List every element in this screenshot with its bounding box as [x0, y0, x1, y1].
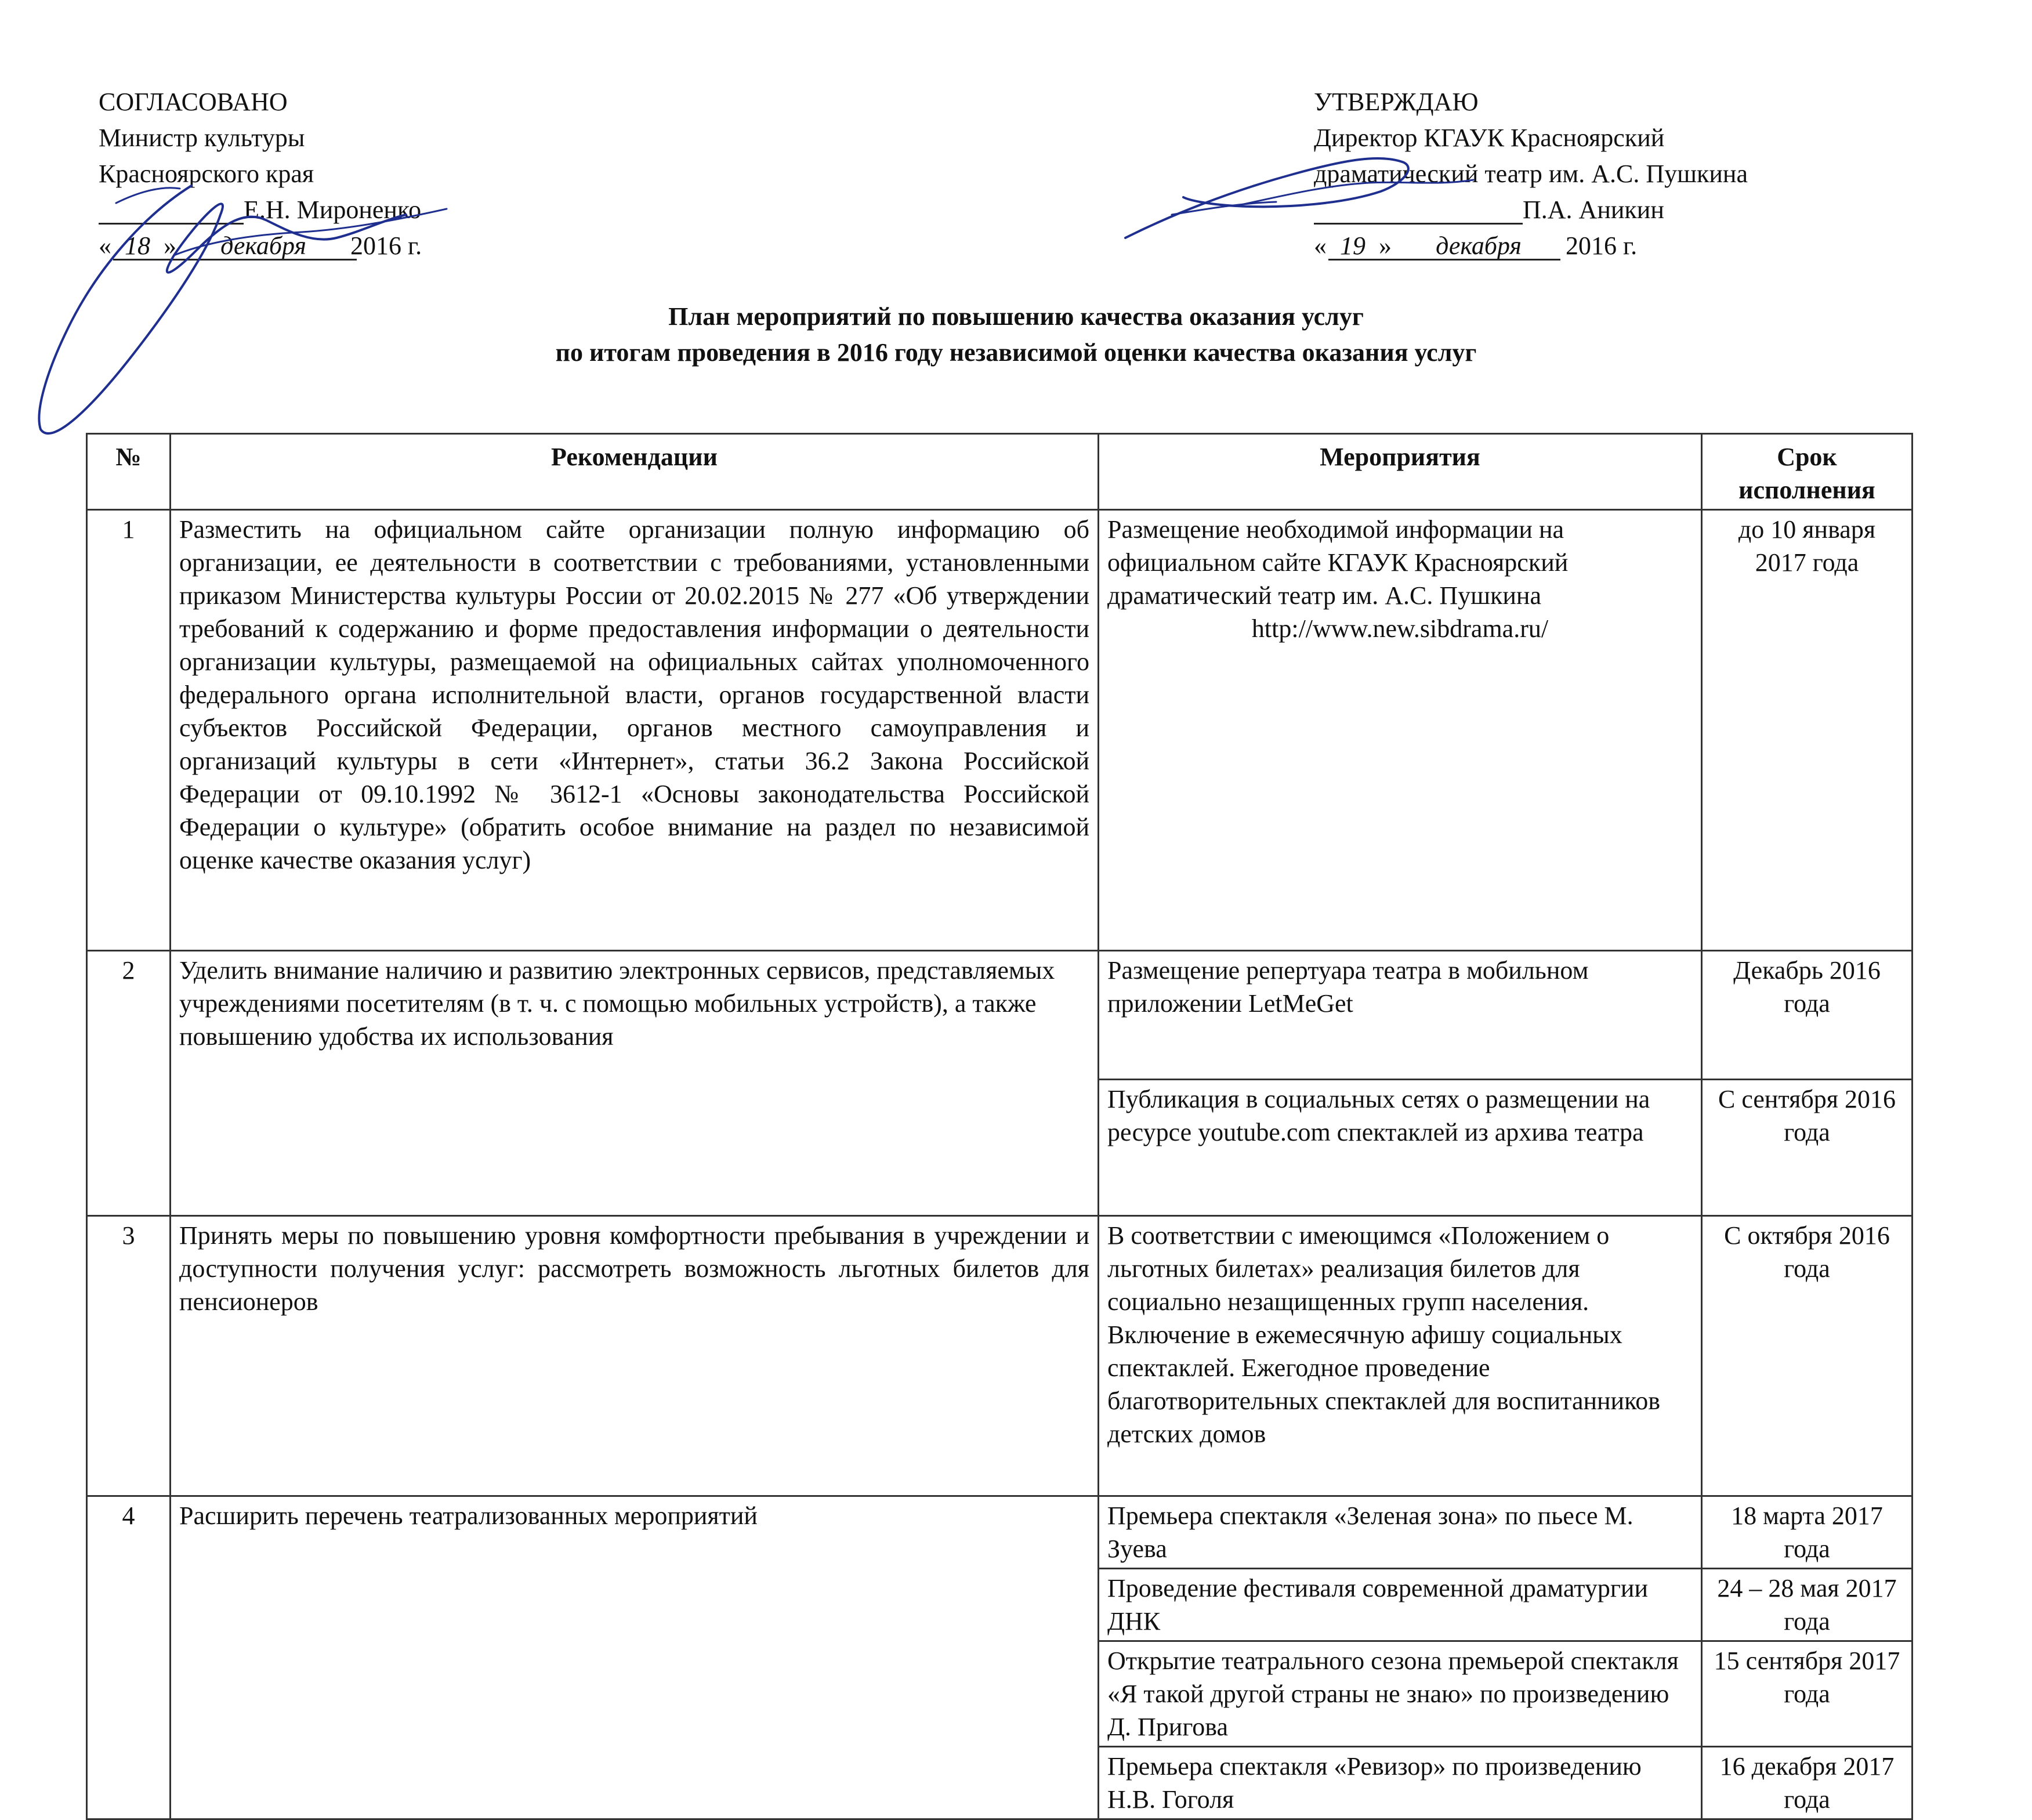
row-measure-link: http://www.new.sibdrama.ru/: [1251, 614, 1549, 643]
row-deadline: до 10 января 2017 года: [1702, 510, 1913, 951]
row-recommendation: Принять меры по повышению уровня комфортности пребывания в учреждении и доступности получения услуг: рассмотреть возможность льготных билетов для пенсионеров: [171, 1216, 1099, 1496]
approval-right-date-day: 19: [1340, 231, 1365, 260]
row-measure: Премьера спектакля «Ревизор» по произведению Н.В. Гоголя: [1099, 1747, 1702, 1819]
table-header-row: [87, 434, 1913, 510]
approval-right-position-2: драматический театр им. А.С. Пушкина: [1314, 160, 1748, 188]
approval-left-position-2: Красноярского края: [99, 160, 314, 188]
approval-left-date-line: [113, 259, 357, 260]
row-recommendation: Расширить перечень театрализованных мероприятий: [171, 1496, 1099, 1819]
row-measure: Премьера спектакля «Зеленая зона» по пьесе М. Зуева: [1099, 1496, 1702, 1569]
document-title-line2: по итогам проведения в 2016 году независимой оценки качества оказания услуг: [555, 338, 1477, 367]
row-measure: Открытие театрального сезона премьерой спектакля «Я такой другой страны не знаю» по произведению Д. Пригова: [1099, 1641, 1702, 1747]
header-measures: Мероприятия: [1099, 434, 1702, 510]
approval-left: [99, 84, 422, 264]
approval-left-date-month: декабря: [220, 231, 306, 260]
row-deadline: С октября 2016 года: [1702, 1216, 1913, 1496]
row-deadline: С сентября 2016 года: [1702, 1080, 1913, 1216]
row-deadline: 18 марта 2017 года: [1702, 1496, 1913, 1569]
document-title: [0, 299, 2032, 371]
row-num: 2: [87, 951, 171, 1216]
row-recommendation: Уделить внимание наличию и развитию электронных сервисов, представляемых учреждениями посетителям (в т. ч. с помощью мобильных устройств), а также повышению удобства их использования: [171, 951, 1099, 1216]
approval-left-date-day: 18: [125, 231, 150, 260]
row-measure: Размещение репертуара театра в мобильном приложении LetMeGet: [1099, 951, 1702, 1080]
approval-left-sign-line: [99, 223, 244, 225]
approval-right-title: УТВЕРЖДАЮ: [1314, 88, 1479, 116]
document-title-line1: План мероприятий по повышению качества оказания услуг: [668, 302, 1364, 331]
row-measure-text: Размещение необходимой информации на официальном сайте КГАУК Красноярский драматический театр им. А.С. Пушкина: [1107, 515, 1569, 610]
approval-right-name: П.А. Аникин: [1523, 196, 1664, 224]
row-measure: Проведение фестиваля современной драматургии ДНК: [1099, 1569, 1702, 1641]
row-deadline: 15 сентября 2017 года: [1702, 1641, 1913, 1747]
header-deadline: Срок исполнения: [1702, 434, 1913, 510]
approval-left-title: СОГЛАСОВАНО: [99, 88, 288, 116]
row-measure: [1099, 510, 1702, 951]
row-num: 4: [87, 1496, 171, 1819]
row-deadline: Декабрь 2016 года: [1702, 951, 1913, 1080]
row-deadline: 24 – 28 мая 2017 года: [1702, 1569, 1913, 1641]
approval-left-position-1: Министр культуры: [99, 124, 305, 152]
table-row: [87, 1496, 1913, 1569]
approval-right-date-line: [1328, 259, 1560, 260]
approval-right: [1314, 84, 1748, 264]
approval-right-sign-line: [1314, 223, 1523, 225]
plan-table: [86, 433, 1913, 1820]
approval-right-position-1: Директор КГАУК Красноярский: [1314, 124, 1665, 152]
row-measure: Публикация в социальных сетях о размещении на ресурсе youtube.com спектаклей из архива театра: [1099, 1080, 1702, 1216]
row-num: 3: [87, 1216, 171, 1496]
table-row: [87, 1216, 1913, 1496]
approval-right-date-month: декабря: [1436, 231, 1522, 260]
row-measure: В соответствии с имеющимся «Положением о льготных билетах» реализация билетов для социально незащищенных групп населения. Включение в ежемесячную афишу социальных спектаклей. Ежегодное проведение благотворительных спектаклей для воспитанников детских домов: [1099, 1216, 1702, 1496]
header-num: №: [87, 434, 171, 510]
approval-left-name: Е.Н. Мироненко: [244, 196, 422, 224]
table-row: [87, 951, 1913, 1080]
table-row: [87, 510, 1913, 951]
approval-left-date: « 18 » декабря 2016 г.: [99, 228, 422, 264]
row-deadline: 16 декабря 2017 года: [1702, 1747, 1913, 1819]
row-recommendation: Разместить на официальном сайте организации полную информацию об организации, ее деятельности в соответствии с требованиями, установленными приказом Министерства культуры России от 20.02.2015 № 277 «Об утверждении требований к содержанию и форме предоставления информации о деятельности организации культуры, размещаемой на официальных сайтах уполномоченного федерального органа исполнительной власти, органов государственной власти субъектов Российской Федерации, органов местного самоуправления и организаций культуры в сети «Интернет», статьи 36.2 Закона Российской Федерации от 09.10.1992 № 3612-1 «Основы законодательства Российской Федерации о культуре» (обратить особое внимание на раздел по независимой оценке качестве оказания услуг): [171, 510, 1099, 951]
header-recommendations: Рекомендации: [171, 434, 1099, 510]
approval-right-date: « 19 » декабря 2016 г.: [1314, 228, 1748, 264]
row-num: 1: [87, 510, 171, 951]
